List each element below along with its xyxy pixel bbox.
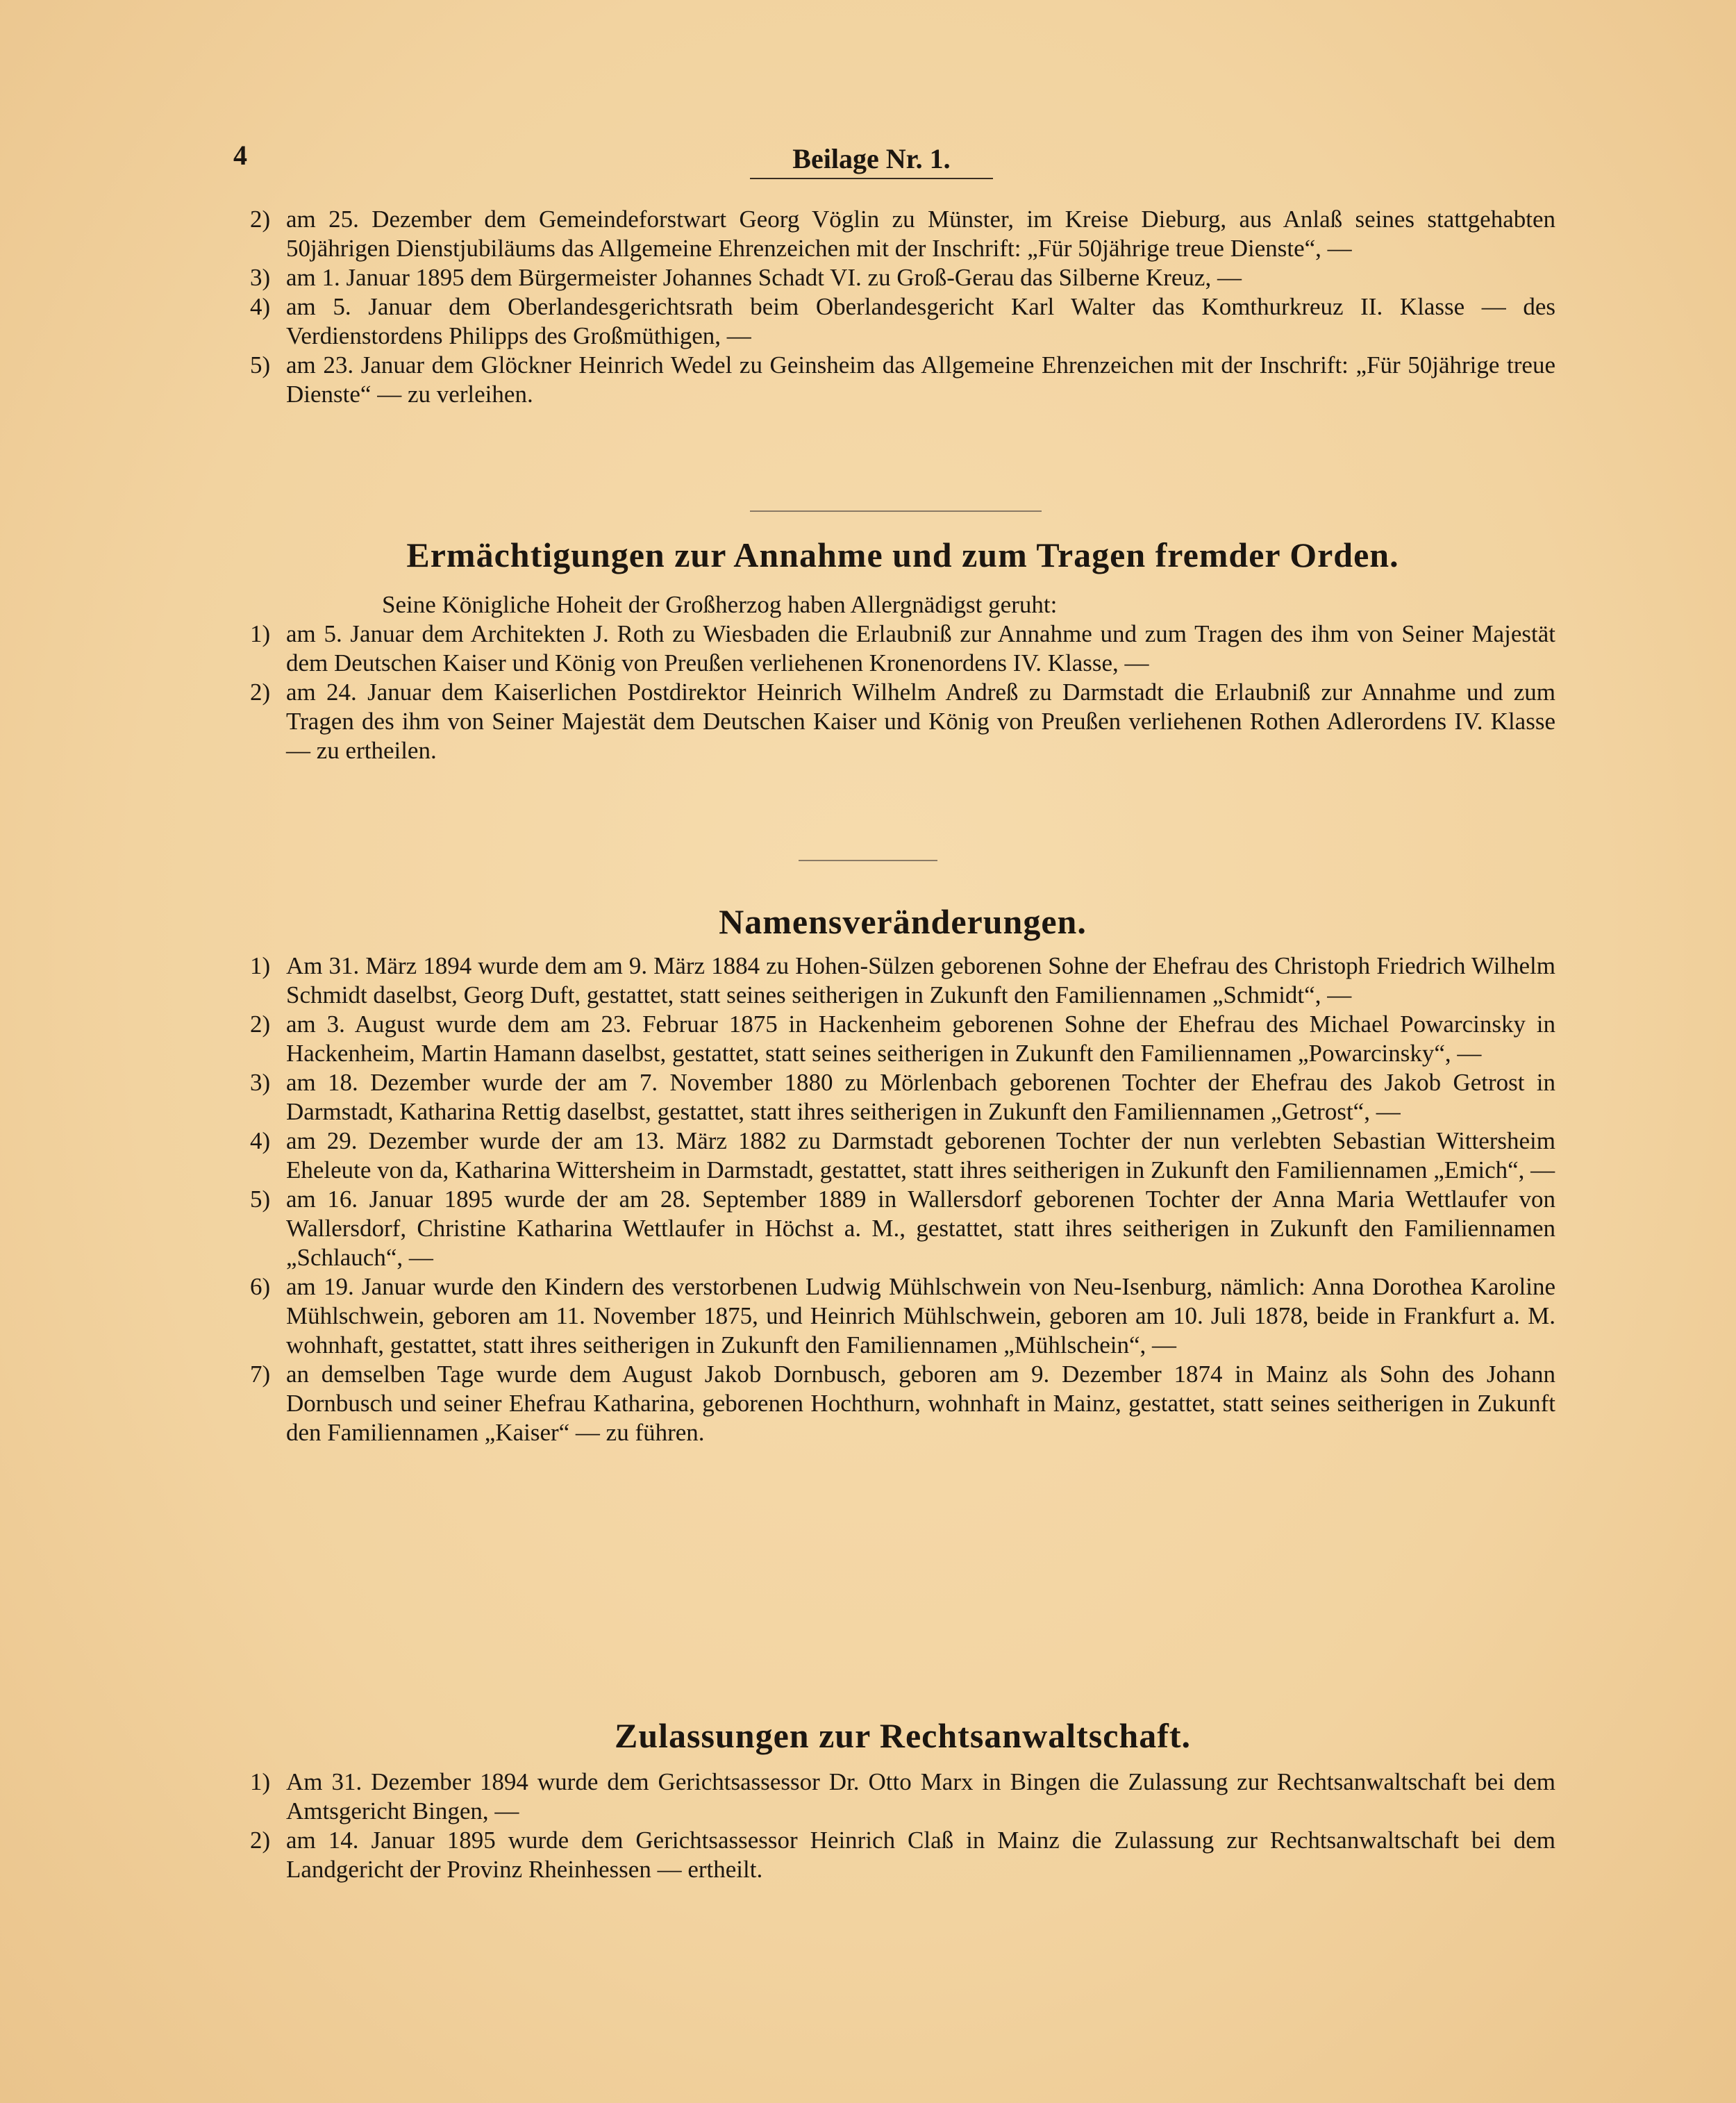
section-heading: Zulassungen zur Rechtsanwaltschaft. — [615, 1716, 1191, 1755]
orders-list — [250, 205, 1555, 409]
list-item — [250, 1272, 1555, 1360]
item-text: am 24. Januar dem Kaiserlichen Postdirektor Heinrich Wilhelm Andreß zu Darmstadt die Erlaubniß zur Annahme und zum Tragen des ihm von Seiner Majestät dem Deutschen Kaiser und König von Preußen verliehenen Rothen Adlerordens IV. Klasse — zu ertheilen. — [286, 679, 1555, 764]
item-text: an demselben Tage wurde dem August Jakob Dornbusch, geboren am 9. Dezember 1874 in Mainz als Sohn des Johann Dornbusch und seiner Ehefrau Katharina, geborenen Hochthurn, wohnhaft in Mainz, gestattet, statt seines seitherigen in Zukunft den Familiennamen „Kaiser“ — zu führen. — [286, 1361, 1555, 1446]
section-heading: Namensveränderungen. — [719, 902, 1087, 941]
item-number: 5) — [250, 1186, 271, 1213]
item-number: 7) — [250, 1361, 271, 1388]
page-number: 4 — [233, 140, 247, 171]
admissions-list — [250, 1768, 1555, 1884]
section-divider — [799, 860, 937, 861]
name-changes-list — [250, 951, 1555, 1447]
item-text: am 14. Januar 1895 wurde dem Gerichtsassessor Heinrich Claß in Mainz die Zulassung zur Rechtsanwaltschaft bei dem Landgericht der Provinz Rheinhessen — ertheilt. — [286, 1827, 1555, 1883]
item-number: 4) — [250, 1127, 271, 1154]
section-heading: Ermächtigungen zur Annahme und zum Tragen fremder Orden. — [406, 535, 1399, 574]
item-text: am 29. Dezember wurde der am 13. März 1882 zu Darmstadt geborenen Tochter der nun verlebten Sebastian Wittersheim Eheleute von da, Katharina Wittersheim in Darmstadt, gestattet, statt ihres seitherigen in Zukunft den Familiennamen „Emich“, — — [286, 1127, 1555, 1183]
list-item — [250, 263, 1555, 292]
item-number: 6) — [250, 1273, 271, 1300]
list-item — [250, 1068, 1555, 1127]
foreign-orders-list — [250, 590, 1555, 765]
section-intro: Seine Königliche Hoheit der Großherzog haben Allergnädigst geruht: — [382, 591, 1058, 618]
item-text: am 18. Dezember wurde der am 7. November 1880 zu Mörlenbach geborenen Tochter der Ehefrau des Jakob Getrost in Darmstadt, Katharina Rettig daselbst, gestattet, statt ihres seitherigen in Zukunft den Familiennamen „Getrost“, — — [286, 1069, 1555, 1125]
list-item — [250, 678, 1555, 765]
item-number: 3) — [250, 1069, 271, 1096]
item-text: am 16. Januar 1895 wurde der am 28. September 1889 in Wallersdorf geborenen Tochter der Anna Maria Wettlaufer von Wallersdorf, Christine Katharina Wettlaufer in Höchst a. M., gestattet, statt ihres seitherigen in Zukunft den Familiennamen „Schlauch“, — — [286, 1186, 1555, 1271]
item-text: am 23. Januar dem Glöckner Heinrich Wedel zu Geinsheim das Allgemeine Ehrenzeichen mit der Inschrift: „Für 50jährige treue Dienste“ — zu verleihen. — [286, 351, 1555, 408]
list-item — [250, 1826, 1555, 1884]
item-text: Am 31. Dezember 1894 wurde dem Gerichtsassessor Dr. Otto Marx in Bingen die Zulassung zur Rechtsanwaltschaft bei dem Amtsgericht Bingen, — — [286, 1768, 1555, 1824]
list-item — [250, 292, 1555, 351]
item-text: am 19. Januar wurde den Kindern des verstorbenen Ludwig Mühlschwein von Neu-Isenburg, nämlich: Anna Dorothea Karoline Mühlschwein, geboren am 11. November 1875, und Heinrich Mühlschwein, geboren am 10. Juli 1878, beide in Frankfurt a. M. wohnhaft, gestattet, statt ihres seitherigen in Zukunft den Familiennamen „Mühlschein“, — — [286, 1273, 1555, 1358]
item-text: Am 31. März 1894 wurde dem am 9. März 1884 zu Hohen-Sülzen geborenen Sohne der Ehefrau des Christoph Friedrich Wilhelm Schmidt daselbst, Georg Duft, gestattet, statt seines seitherigen in Zukunft den Familiennamen „Schmidt“, — — [286, 952, 1555, 1008]
item-number: 1) — [250, 952, 271, 979]
section-divider — [750, 510, 1042, 512]
list-item — [250, 1360, 1555, 1447]
item-number: 4) — [250, 293, 271, 320]
item-number: 2) — [250, 1011, 271, 1038]
list-item — [250, 1768, 1555, 1826]
list-item — [250, 620, 1555, 678]
list-item — [250, 205, 1555, 263]
item-number: 1) — [250, 620, 271, 647]
item-number: 5) — [250, 351, 271, 379]
item-text: am 3. August wurde dem am 23. Februar 1875 in Hackenheim geborenen Sohne der Ehefrau des Michael Powarcinsky in Hackenheim, Martin Hamann daselbst, gestattet, statt seines seitherigen in Zukunft den Familiennamen „Powarcinsky“, — — [286, 1011, 1555, 1067]
item-text: am 1. Januar 1895 dem Bürgermeister Johannes Schadt VI. zu Groß-Gerau das Silberne Kreuz, — — [286, 264, 1242, 291]
list-item — [250, 1010, 1555, 1068]
item-text: am 5. Januar dem Oberlandesgerichtsrath beim Oberlandesgericht Karl Walter das Komthurkreuz II. Klasse — des Verdienstordens Philipps des Großmüthigen, — — [286, 293, 1555, 349]
list-item — [250, 351, 1555, 409]
item-text: am 5. Januar dem Architekten J. Roth zu Wiesbaden die Erlaubniß zur Annahme und zum Tragen des ihm von Seiner Majestät dem Deutschen Kaiser und König von Preußen verliehenen Kronenordens IV. Klasse, — — [286, 620, 1555, 676]
item-number: 3) — [250, 264, 271, 291]
list-item — [250, 1185, 1555, 1272]
item-number: 2) — [250, 206, 271, 233]
item-number: 2) — [250, 679, 271, 706]
item-text: am 25. Dezember dem Gemeindeforstwart Georg Vöglin zu Münster, im Kreise Dieburg, aus Anlaß seines stattgehabten 50jährigen Dienstjubiläums das Allgemeine Ehrenzeichen mit der Inschrift: „Für 50jährige treue Dienste“, — — [286, 206, 1555, 262]
item-number: 1) — [250, 1768, 271, 1795]
item-number: 2) — [250, 1827, 271, 1854]
list-item — [250, 951, 1555, 1010]
list-item — [250, 1127, 1555, 1185]
page-header: Beilage Nr. 1. — [750, 142, 993, 179]
